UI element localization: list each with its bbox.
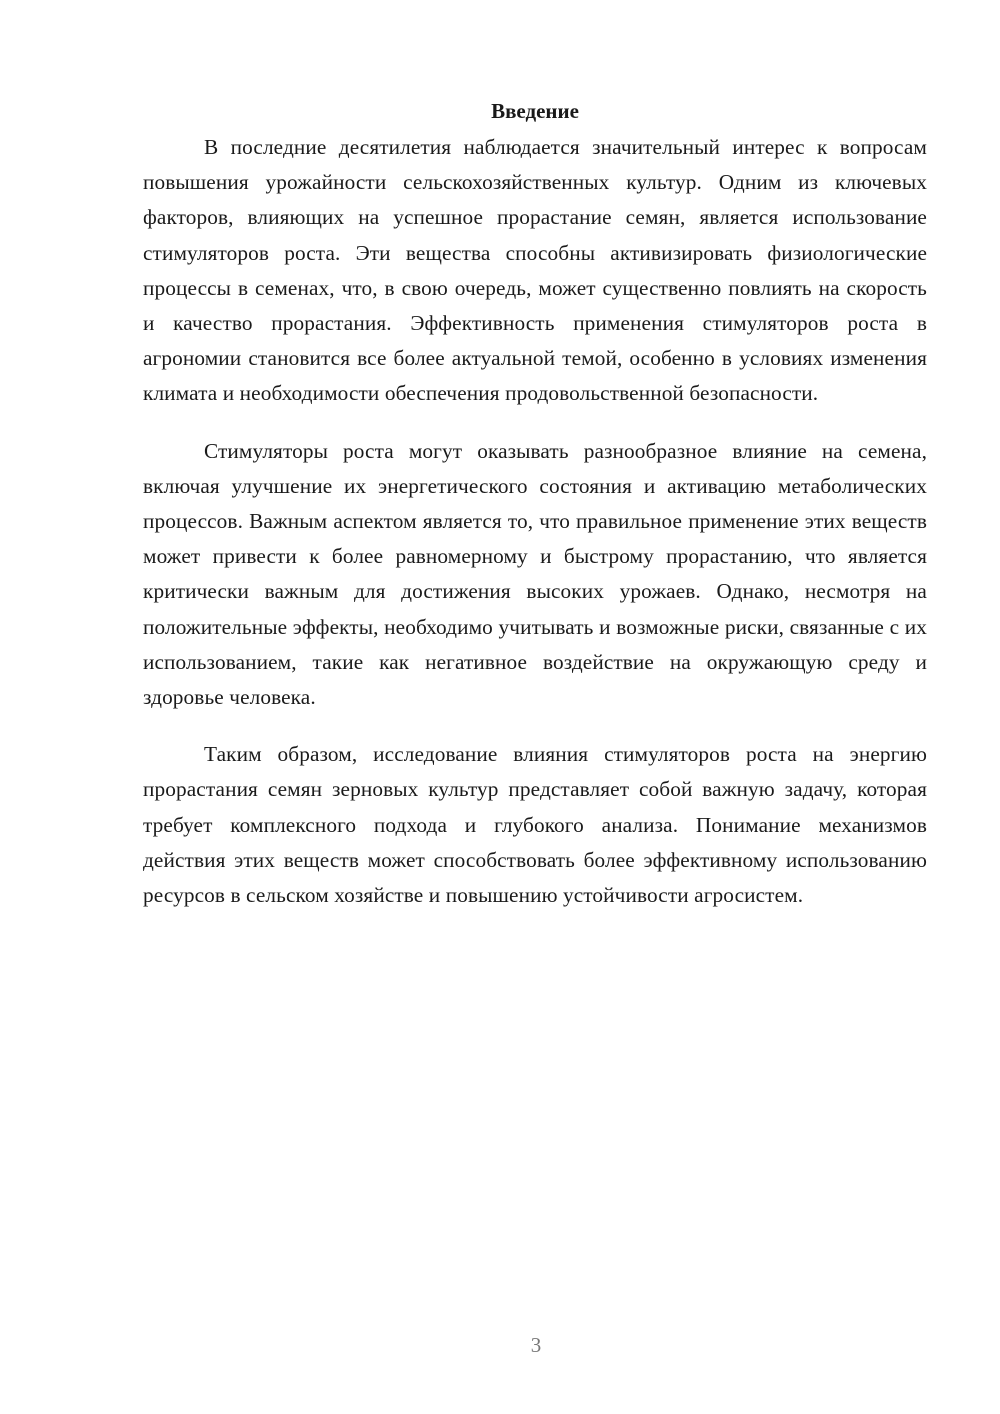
paragraph-3: Таким образом, исследование влияния стимуляторов роста на энергию прорастания семян зерновых культур представляет собой важную задачу, которая требует комплексного подхода и глубокого анализа. Понимание механизмов действия этих веществ может способствовать более эффективному использованию ресурсов в сельском хозяйстве и повышению устойчивости агросистем. bbox=[143, 742, 927, 908]
paragraph-2: Стимуляторы роста могут оказывать разнообразное влияние на семена, включая улучшение их энергетического состояния и активацию метаболических процессов. Важным аспектом является то, что правильное применение этих веществ может привести к более равномерному и быстрому прорастанию, что является критически важным для достижения высоких урожаев. Однако, несмотря на положительные эффекты, необходимо учитывать и возможные риски, связанные с их использованием, такие как негативное воздействие на окружающую среду и здоровье человека. bbox=[143, 438, 927, 710]
paragraph-1: В последние десятилетия наблюдается значительный интерес к вопросам повышения урожайности сельскохозяйственных культур. Одним из ключевых факторов, влияющих на успешное прорастание семян, является использование стимуляторов роста. Эти вещества способны активизировать физиологические процессы в семенах, что, в свою очередь, может существенно повлиять на скорость и качество прорастания. Эффективность применения стимуляторов роста в агрономии становится все более актуальной темой, особенно в условиях изменения климата и необходимости обеспечения продовольственной безопасности. bbox=[143, 135, 927, 406]
page-number: 3 bbox=[530, 1333, 542, 1357]
document-page bbox=[143, 96, 927, 935]
page-title: Введение bbox=[491, 99, 579, 123]
